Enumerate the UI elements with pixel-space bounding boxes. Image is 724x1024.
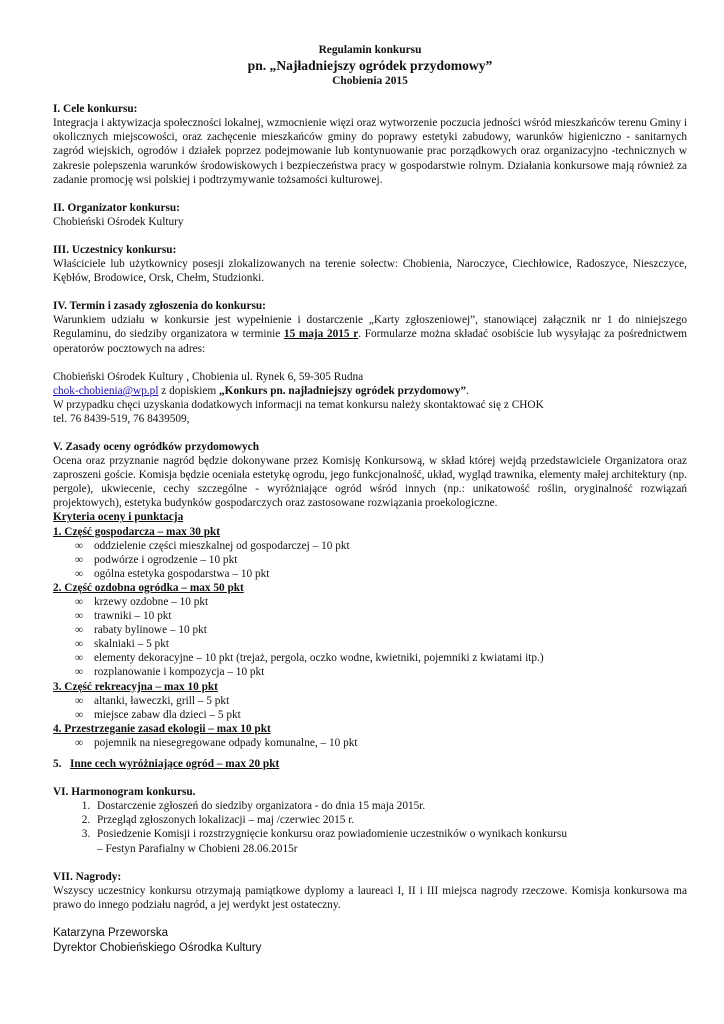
list-item xyxy=(75,553,687,567)
section-2-body: Chobieński Ośrodek Kultury xyxy=(53,215,184,228)
section-3-body: Właściciele lub użytkownicy posesji zlokalizowanych na terenie sołectw: Chobienia, Naroczyce, Ciechłowice, Radoszyce, Nieszczyce, Kębłów, Brodowice, Orsk, Chełm, Studzionki. xyxy=(53,258,687,285)
section-4-body-b: . Formularze można składać osobiście lub wysyłając za pośrednictwem operatorów pocztowych na adres: xyxy=(53,328,688,355)
infinity-bullet-icon: ∞ xyxy=(75,652,84,665)
category-5-text: Inne cech wyróżniające ogród – max 20 pkt xyxy=(69,758,280,771)
section-7-body: Wszyscy uczestnicy konkursu otrzymają pamiątkowe dyplomy a laureaci I, II i III miejsca nagrody rzeczowe. Komisja konkursowa ma prawo do innego podziału nagród, a jej werdykt jest ostateczny. xyxy=(53,884,687,911)
infinity-bullet-icon: ∞ xyxy=(75,596,84,608)
email-note-c: . xyxy=(466,384,469,397)
infinity-bullet-icon: ∞ xyxy=(75,736,84,749)
signature-name: Katarzyna Przeworska xyxy=(53,926,169,939)
email-line xyxy=(53,384,687,398)
list-item xyxy=(75,694,687,708)
category-2-title: 2. Część ozdobna ogródka – max 50 pkt xyxy=(53,581,244,594)
list-item-text: ogólna estetyka gospodarstwa – 10 pkt xyxy=(94,567,270,580)
section-7-heading: VII. Nagrody: xyxy=(53,870,122,883)
doc-title-line-3: Chobienia 2015 xyxy=(332,75,408,88)
criteria-title: Kryteria oceny i punktacja xyxy=(53,511,184,524)
list-item xyxy=(75,708,687,722)
festival-note: – Festyn Parafialny w Chobieni 28.06.2015r xyxy=(97,842,298,855)
infinity-bullet-icon: ∞ xyxy=(75,624,84,637)
email-note-b: „Konkurs pn. najładniejszy ogródek przydomowy” xyxy=(219,384,467,397)
category-1-title: 1. Część gospodarcza – max 30 pkt xyxy=(53,525,221,538)
postal-address: Chobieński Ośrodek Kultury , Chobienia ul. Rynek 6, 59-305 Rudna xyxy=(53,370,364,383)
list-item xyxy=(75,736,687,750)
list-item-text: miejsce zabaw dla dzieci – 5 pkt xyxy=(94,708,241,721)
section-4-heading: IV. Termin i zasady zgłoszenia do konkursu: xyxy=(53,300,266,313)
category-4-title: 4. Przestrzeganie zasad ekologii – max 10 pkt xyxy=(53,722,271,735)
list-item xyxy=(75,623,687,637)
list-item: 2. Przegląd zgłoszonych lokalizacji – maj /czerwiec 2015 r. xyxy=(93,813,687,827)
list-item-text: trawniki – 10 pkt xyxy=(94,610,172,623)
section-5-body: Ocena oraz przyznanie nagród będzie dokonywane przez Komisję Konkursową, w skład której wejdą przedstawiciele Organizatora oraz zaproszeni goście. Komisja będzie oceniała estetykę ogrodu, jego funkcjonalność, układ, wygląd trawnika, elementy małej architektury (np. pergole), ukwiecenie, cechy szczególne - wyróżniające ogród wśród innych (np.: unikatowość roślin, oryginalność rozwiązań projektowych), estetyka budynków gospodarczych oraz zastosowane rozwiązania proekologiczne. xyxy=(53,455,687,510)
deadline-date: 15 maja 2015 r xyxy=(283,328,359,341)
category-1-list xyxy=(53,539,687,581)
infinity-bullet-icon: ∞ xyxy=(75,708,84,721)
category-2-list xyxy=(53,595,687,680)
list-item xyxy=(75,595,687,609)
phone-numbers: tel. 76 8439-519, 76 8439509, xyxy=(53,412,190,425)
list-item: 3. Posiedzenie Komisji i rozstrzygnięcie konkursu oraz powiadomienie uczestników o wynikach konkursu xyxy=(93,827,687,841)
signature-role: Dyrektor Chobieńskiego Ośrodka Kultury xyxy=(53,941,262,954)
section-4-body xyxy=(53,313,687,355)
list-item-text: elementy dekoracyjne – 10 pkt (trejaż, pergola, oczko wodne, kwietniki, pojemniki z kwiatami itp.) xyxy=(94,652,544,665)
infinity-bullet-icon: ∞ xyxy=(75,694,84,707)
infinity-bullet-icon: ∞ xyxy=(75,666,84,679)
contact-info: W przypadku chęci uzyskania dodatkowych informacji na temat konkursu należy skontaktować się z CHOK xyxy=(53,398,544,411)
section-1-body: Integracja i aktywizacja społeczności lokalnej, wzmocnienie więzi oraz wytworzenie poczucia jedności wśród mieszkańców terenu Gminy i okolicznych miejscowości, oraz zachęcenie mieszkańców gminy do poprawy estetyki zabudowy, warunków higieniczno - sanitarnych zagród wiejskich, ogrodów i działek poprzez podejmowanie lub kontynuowanie prac porządkowych oraz organizacyjno -technicznych w zakresie polepszenia warunków środowiskowych i bezpieczeństwa pracy w gospodarstwie rolnym. Działania konkursowe mają również za zadanie promocję wsi polskiej i podtrzymywanie tożsamości kulturowej. xyxy=(53,117,687,186)
list-item xyxy=(75,665,687,679)
section-2-heading: II. Organizator konkursu: xyxy=(53,201,180,214)
infinity-bullet-icon: ∞ xyxy=(75,638,84,651)
list-item xyxy=(75,637,687,651)
infinity-bullet-icon: ∞ xyxy=(75,610,84,623)
list-item xyxy=(75,651,687,665)
document-page xyxy=(53,43,687,956)
list-item-text: skalniaki – 5 pkt xyxy=(94,638,169,651)
list-item-text: krzewy ozdobne – 10 pkt xyxy=(94,596,209,608)
list-item xyxy=(75,609,687,623)
list-item xyxy=(75,539,687,553)
list-item-text: altanki, ławeczki, grill – 5 pkt xyxy=(94,694,230,707)
section-3-heading: III. Uczestnicy konkursu: xyxy=(53,243,177,256)
section-6-heading: VI. Harmonogram konkursu. xyxy=(53,786,196,799)
category-3-title: 3. Część rekreacyjna – max 10 pkt xyxy=(53,680,218,693)
infinity-bullet-icon: ∞ xyxy=(75,567,84,580)
category-5-number: 5. xyxy=(53,758,62,771)
doc-title-line-1: Regulamin konkursu xyxy=(318,44,422,56)
list-item-text: pojemnik na niesegregowane odpady komunalne, – 10 pkt xyxy=(94,736,358,749)
schedule-list xyxy=(53,799,687,841)
doc-title-line-2: pn. „Najładniejszy ogródek przydomowy” xyxy=(247,58,493,74)
category-4-list xyxy=(53,736,687,750)
section-4-body-a: Warunkiem udziału w konkursie jest wypełnienie i dostarczenie „Karty zgłoszeniowej”, stanowiącej załącznik nr 1 do niniejszego Regulaminu, do siedziby organizatora w terminie xyxy=(53,314,687,341)
list-item: 1. Dostarczenie zgłoszeń do siedziby organizatora - do dnia 15 maja 2015r. xyxy=(93,799,687,813)
email-link[interactable]: chok-chobienia@wp.pl xyxy=(53,384,159,397)
infinity-bullet-icon: ∞ xyxy=(75,553,84,566)
infinity-bullet-icon: ∞ xyxy=(75,539,84,552)
list-item-text: rabaty bylinowe – 10 pkt xyxy=(94,624,207,637)
category-5-title xyxy=(53,757,687,771)
list-item xyxy=(75,567,687,581)
list-item-text: oddzielenie części mieszkalnej od gospodarczej – 10 pkt xyxy=(94,539,350,552)
category-3-list xyxy=(53,694,687,722)
section-5-heading: V. Zasady oceny ogródków przydomowych xyxy=(53,440,259,453)
list-item-text: podwórze i ogrodzenie – 10 pkt xyxy=(94,553,238,566)
email-note-a: z dopiskiem xyxy=(158,384,220,397)
list-item-text: rozplanowanie i kompozycja – 10 pkt xyxy=(94,666,265,679)
section-1-heading: I. Cele konkursu: xyxy=(53,103,138,116)
